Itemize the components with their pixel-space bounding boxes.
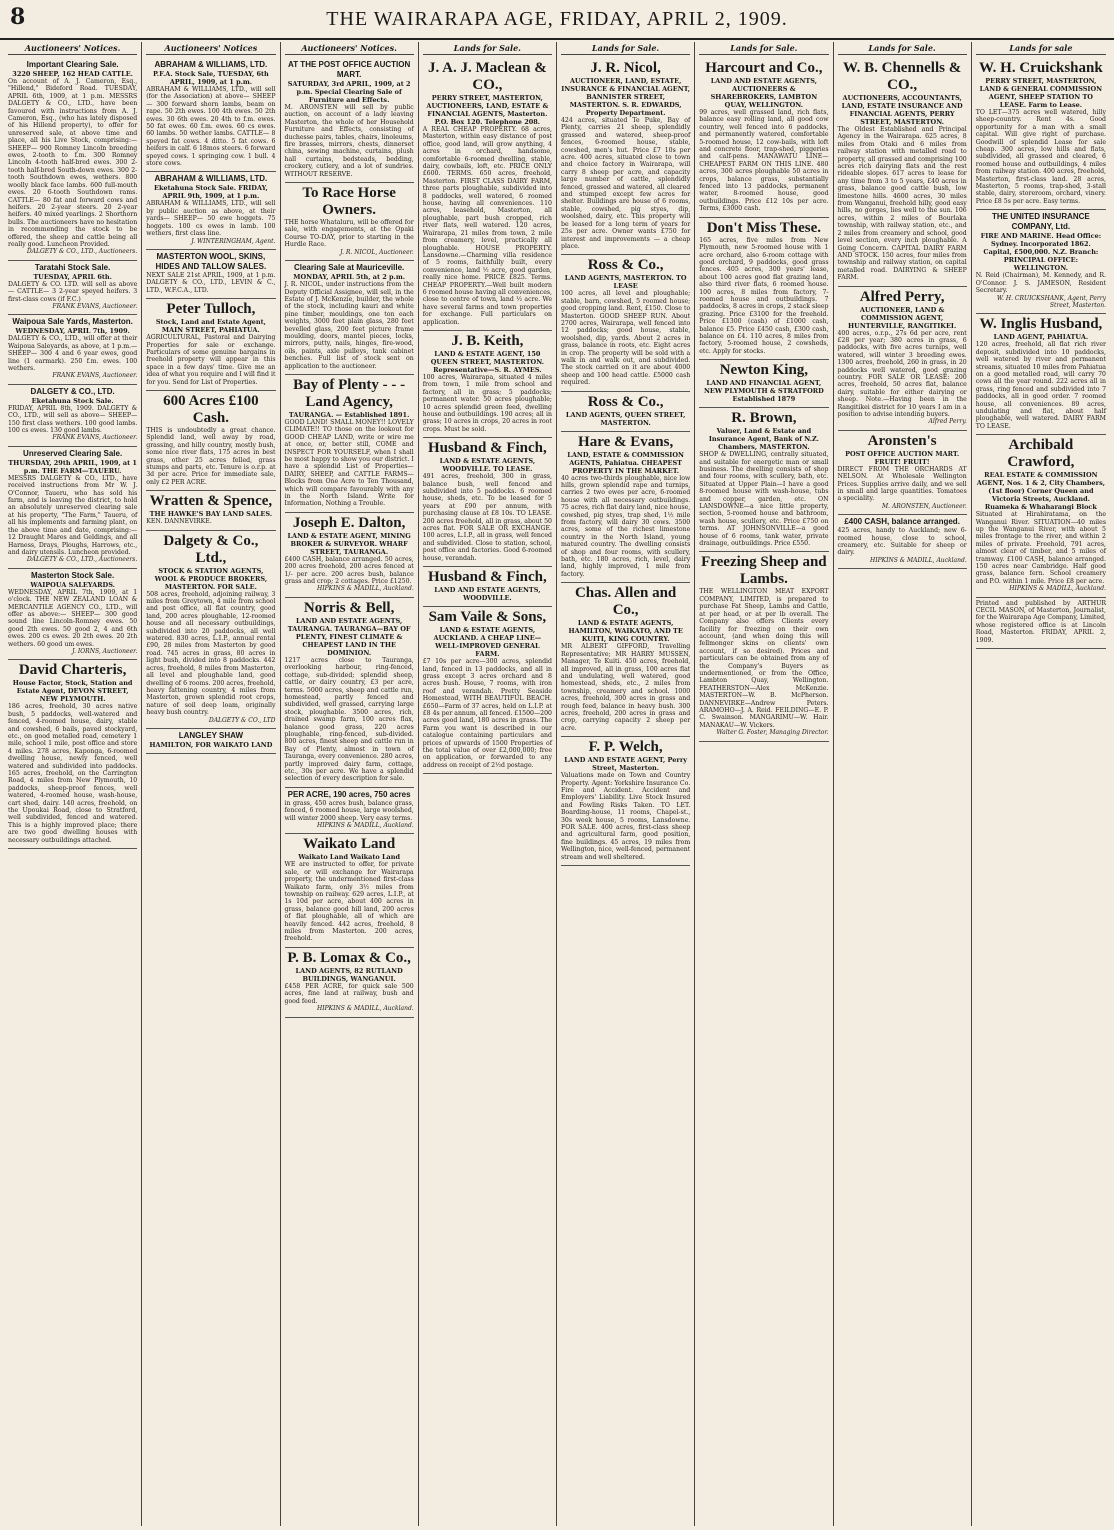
ad-title: Masterton Stock Sale. <box>31 570 115 580</box>
advertisement <box>285 834 414 947</box>
ad-body: FRIDAY, APRIL 8th, 1909. DALGETY & CO., LTD., will sell as above— SHEEP— 150 first class wethers. 100 good lambs. 100 cs ewes. 130 good lambs. <box>8 404 138 435</box>
ad-body: 400 acres, o.r.p., 27s 6d per acre, rent £28 per year; 380 acres in grass, 6 paddocks, with five acres turnips, well watered, will winter 3 breeding ewes. 1300 acres, freehold, 260 in grass, in 20 paddocks well watered, good grazing country. FOR SALE OR LEASE: 200 acres, freehold, 50 acres flat, balance dairy, suitable for either dairying or sheep. Note.—Having been in the Rangitikei district for 10 years I am in a position to advise intending buyers. <box>837 329 967 418</box>
advertisement <box>699 552 828 741</box>
ad-body: 165 acres, five miles from New Plymouth, new 5-roomed house with 1 acre orchard, also 6-room cottage with good orchard, 9 paddocks, good grass fences. 405 acres, 300 years' lease, about 100 acres good flat grazing land, also third river flats, 6 roomed house. 100 acres, 8 miles from factory, 7-roomed house and outbuildings. 7 paddocks, 8 acres in crops, 2 stack sleep grazing. Price £3100 for the freehold. Price £1300 (cash) of £1000 cash, balance £5. Price £450 cash, £300 cash, balance on £4. 110 acres, 8 miles from factory, 5-roomed house, 2 cowsheds, etc. Apply for stocks. <box>699 236 829 355</box>
ad-title: Archibald Crawford, <box>1007 437 1075 471</box>
ad-subtitle: AUCTIONEER, LAND & COMMISSION AGENT, HUNTERVILLE, RANGITIKEI. <box>848 305 957 330</box>
ad-subtitle: House Factor, Stock, Station and Estate Agent, DEVON STREET, NEW PLYMOUTH. <box>12 679 133 704</box>
advertisement <box>285 58 414 183</box>
advertisement <box>423 331 552 438</box>
ad-signature: HIPKINS & MADILL, Auckland. <box>317 585 414 593</box>
ad-body: NEXT SALE 21st APRIL, 1909, at 1 p.m. DALGETY & CO., LTD., LEVIN & C., LTD., W.F.C.A., LTD. <box>146 271 276 294</box>
ad-signature: J. IORNS, Auctioneer. <box>72 647 138 655</box>
ad-title: Newton King, <box>719 362 809 379</box>
advertisement <box>976 598 1106 649</box>
advertisement <box>976 314 1106 435</box>
column-1 <box>4 42 142 1526</box>
ad-title: J. R. Nicol, <box>590 60 661 76</box>
advertisement <box>8 315 137 384</box>
ad-body: 508 acres, freehold, adjoining railway, 3 miles from Greytown, 4 mile from school and post office, all flat country, good land, 200 acres ploughable, 12-roomed house and all necessary outbuildings, subdivided into 20 paddocks, all well watered. 830 acres, L.I.P., annual rental £90, 28 miles from Masterton by good road. 745 acres in grass, 80 acres in light bush, divided into 8 paddocks. 442 acres, freehold, 8 miles from Masterton, all level and ploughable land, good dwelling of 6 rooms. 200 acres, freehold, heavy fattening country, 4 miles from Masterton, grown splendid root crops, nature of soil deep loam, originally heavy bush country. <box>146 590 276 717</box>
ad-body: WEDNESDAY, APRIL 7th, 1909, at 1 o'clock. THE NEW ZEALAND LOAN & MERCANTILE AGENCY CO., LTD., will offer as above:— SHEEP— 300 good sound line Lincoln-Romney ewes. 50 good 2th ewes. 50 good 2, 4 and 6th ewes. 200 cs ewes. 20 2th ewes. 20 2th wethers. 60 good um ewes. <box>8 588 138 648</box>
ad-subtitle: LAND & ESTATE AGENT, 150 QUEEN STREET, MASTERTON. Representative—S. R. AYMES. <box>430 349 544 374</box>
ad-body: £400 CASH, balance arranged. 50 acres, 200 acres freehold, 200 acres fenced at 1/- per acre. 200 acres bush, balance grass and crop; 2 cottages. Price £1250. <box>284 555 414 586</box>
ad-title: LANGLEY SHAW <box>178 730 244 740</box>
ad-body: Valuations made on Town and Country Property. Agent: Yorkshire Insurance Co. Fire and Accident. Accident and Employers' Liability. Live Stock Insured and Fowling Risks Taken. TO LET. Boarding-house, 11 rooms, Chapel-st., 30s week house, 5 rooms, Lansdowne. FOR SALE. 400 acres, first-class sheep and agricultural farm, good position, fine buildings. 45 acres, 19 miles from Wellington, nice, well-fenced, permanent stream and well sheltered. <box>561 772 691 861</box>
ad-signature: Walter G. Foster, Managing Director. <box>716 729 829 737</box>
column-7 <box>834 42 972 1526</box>
ad-body: SHOP & DWELLING, centrally situated, and suitable for energetic man or small business. The dwelling consists of shop and four rooms, with scullery, bath, etc. Situated at Upper Plain—I have a good 8-roomed house with wash-house, tubs and copper, garden, etc. ON LANSDOWNE—a nice little property, section, 5-roomed house and bathroom, wash house, scullery, etc. Price £750 on terms. AT JOHNSONVILLE—a good house of 6 rooms, tank water, private drainage, outbuildings. Price £550. <box>699 451 829 548</box>
ad-title: Waikato Land <box>303 836 396 853</box>
ad-title: 600 Acres £100 Cash. <box>163 392 259 426</box>
ad-title: Unreserved Clearing Sale. <box>23 448 123 458</box>
advertisement <box>285 375 414 513</box>
advertisement <box>699 218 828 361</box>
column-6 <box>695 42 833 1526</box>
ad-title: THE UNITED INSURANCE COMPANY, Ltd. <box>991 212 1090 232</box>
ad-body: ABRAHAM & WILLIAMS, LTD., will sell by public auction as above, at their yards— SHEEP— 50 ewe hoggets. 75 hoggets. 100 cs ewes in lamb. 100 wethers, first class line. <box>146 200 276 238</box>
ad-body: MESSRS DALGETY & CO., LTD., have received instructions from Mr W. J. O'Connor, Taueru, who has sold his farm, and is leaving the district, to hold an absolutely unreserved clearing sale at his property, "The Farm," Taueru, of all his implements and farming plant, on the above time and date, comprising:— 12 Draught Mares and Geldings, and all Harness, Drays, Ploughs, Harrows, etc., and dairy utensils. Luncheon provided. <box>8 474 138 556</box>
ad-signature: HIPKINS & MADILL, Auckland. <box>870 556 967 564</box>
ad-title: W. H. Cruickshank <box>979 60 1103 76</box>
ad-title: AT THE POST OFFICE AUCTION MART. <box>288 60 411 79</box>
ad-signature: DALGETY & CO., LTD., Auctioneers. <box>26 248 138 256</box>
ad-subtitle: SATURDAY, 3rd APRIL, 1909, at 2 p.m. Special Clearing Sale of Furniture and Effects. <box>287 80 411 104</box>
advertisement <box>285 183 414 261</box>
newspaper-title: THE WAIRARAPA AGE, FRIDAY, APRIL 2, 1909. <box>326 8 788 30</box>
ad-subtitle: LAND & ESTATE AGENTS, HAMILTON, WAIKATO, AND TE KUITI, KING COUNTRY. <box>568 619 683 644</box>
ad-title: Norris & Bell, <box>303 599 395 616</box>
advertisement <box>561 255 690 391</box>
ad-body: Printed and published by ARTHUR CECIL MASON, of Masterton, Journalist, for the Wairarapa Age Company, Limited, whose registered office is at Lincoln Road, Masterton. FRIDAY, APRIL 2, 1909. <box>975 599 1106 644</box>
ad-body: N. Reid (Chairman), M. Kennedy, and R. O'Connor. J. S. JAMESON, Resident Secretary. <box>975 272 1106 295</box>
advertisement <box>8 58 137 261</box>
advertisement <box>838 431 967 515</box>
ad-subtitle: Stock, Land and Estate Agent, MAIN STREET, PAHIATUA. <box>155 318 266 335</box>
ad-title: Aronsten's <box>867 432 937 449</box>
ad-title: W. B. Chennells & CO., <box>843 60 962 93</box>
columns-container <box>4 42 1110 1526</box>
ad-title: Harcourt and Co., <box>705 60 823 76</box>
advertisement <box>8 569 137 661</box>
ad-subtitle: 3220 SHEEP, 162 HEAD CATTLE. <box>12 70 133 78</box>
ad-signature: J. R. NICOL, Auctioneer. <box>340 248 414 256</box>
advertisement <box>146 58 275 172</box>
column-heading: Lands for sale <box>976 42 1106 55</box>
advertisement <box>146 391 275 491</box>
column-heading: Auctioneers' Notices. <box>285 42 414 55</box>
ad-body: 40 acres two-thirds ploughable, nice low hills, grown splendid rape and turnips, carries 2 two ewes per acre, 6-roomed house with all necessary outbuildings. 75 acres, rich flat dairy land, nice house, cowshed, pig styes, trap shed, 1½ mile from factory, will dairy 30 cows. 3500 acres, some of the richest limestone country in the North Island, young matured country. The dwelling consists of shop and four rooms, with scullery, bath, etc. 180 acres, rich, level, dairy land, highly improved, 1 mile from factory. <box>561 474 691 578</box>
ad-title: To Race Horse Owners. <box>302 185 396 219</box>
column-heading: Lands for Sale. <box>699 42 828 55</box>
ad-body: Situated at Hirahiratama, on the Wanganui River. SITUATION—40 miles up the Wanganui River, with about 5 miles frontage to the river, and within 2 miles of private. Freehold, 791 acres, almost clear of timber, and 5 miles of tramway. £100 CASH, balance arranged. 150 acres near Cambridge. Half good grass, balance fern. School creamery and P.O. within 1 mile. Price £8 per acre. <box>975 511 1106 585</box>
ad-subtitle: Eketahuna Stock Sale. FRIDAY, APRIL 9th, 1909, at 1 p.m. <box>154 184 268 201</box>
ad-body: WE are instructed to offer, for private sale, or will exchange for Wairarapa property, the undermentioned first-class Waikato farm, only 3½ miles from township on railway. 629 acres, L.I.P., at 1s 10d per acre, about 400 acres in grass, balance good hill land, 200 acres of flat ploughable, all of which are heavily fenced. 442 acres, freehold, 8 miles from Masterton. 200 acres, freehold. <box>284 861 414 943</box>
ad-signature: M. ARONSTEN, Auctioneer. <box>882 502 967 510</box>
ad-title: ABRAHAM & WILLIAMS, LTD. <box>154 60 268 69</box>
ad-body: in grass, 450 acres bush, balance grass, fenced, 6 roomed house, large woolshed, will winter 2000 sheep. Very easy terms. <box>284 799 414 822</box>
ad-signature: DALGETY & CO., LTD., Auctioneers. <box>26 556 138 564</box>
ad-subtitle: LAND AGENT, PAHIATUA. <box>993 333 1089 342</box>
advertisement <box>146 250 275 299</box>
ad-title: MASTERTON WOOL, SKINS, HIDES AND TALLOW SALES. <box>155 251 267 271</box>
ad-signature: HIPKINS & MADILL, Auckland. <box>317 1005 414 1013</box>
ad-subtitle: LAND, ESTATE & COMMISSION AGENTS, Pahiatua. CHEAPEST PROPERTY IN THE MARKET. <box>567 450 684 475</box>
advertisement <box>838 515 967 569</box>
ad-title: J. B. Keith, <box>451 332 524 349</box>
ad-body: DALGETY & CO., LTD., will offer at their Waipoua Saleyards, as above, at 1 p.m.— SHEEP— 300 4 and 6 year ewes, good line (1 earmark). 250 f.m. ewes. 100 wethers. <box>8 335 138 372</box>
ad-body: DIRECT FROM THE ORCHARDS AT NELSON. At Wholesale Wellington Prices. Supplies arrive daily, and we sell in small and large quantities. Tomatoes a speciality. <box>837 465 967 503</box>
ad-subtitle: AUCTIONEER, LAND, ESTATE, INSURANCE & FINANCIAL AGENT, BANNISTER STREET, MASTERTON. S. R. EDWARDS, Property Department. <box>561 77 691 117</box>
advertisement <box>146 172 275 249</box>
ad-title: ABRAHAM & WILLIAMS, LTD. <box>154 174 268 184</box>
advertisement <box>561 58 690 255</box>
ad-subtitle: LAND & ESTATE AGENTS, AUCKLAND. A CHEAP LINE—WELL-IMPROVED GENERAL FARM. <box>433 626 542 659</box>
ad-subtitle: TUESDAY, APRIL 6th. <box>33 272 112 281</box>
ad-body: ABRAHAM & WILLIAMS, LTD., will sell (for the Association) at above— SHEEP— 300 forward shorn lambs, beam on rape. 50 2th ewes. 100 4th ewes. 50 2th ewes. 30 6th ewes. 20 4th to f.m. ewes. 50 fat ewes. 60 f.m. ewes. 60 cs ewes. 60 lambs. 50 wether lambs. CATTLE— 8 speyed fat cows. 4 ditto. 5 fat cows. 6 heifers in calf. 6 18mos steers. 6 forward speyed cows. 1 springing cow. 1 bull. 4 store cows. <box>146 86 276 168</box>
ad-subtitle: LAND AND FINANCIAL AGENT, NEW PLYMOUTH & STRATFORD Established 1879 <box>703 379 824 404</box>
advertisement <box>561 432 690 584</box>
ad-subtitle: LAND AND ESTATE AGENTS, AUCTIONEERS & SHAREBROKERS, LAMBTON QUAY, WELLINGTON. <box>710 77 818 109</box>
advertisement <box>285 598 414 788</box>
column-8 <box>972 42 1110 1526</box>
ad-signature: FRANK EVANS, Auctioneer. <box>52 434 138 442</box>
ad-subtitle: LAND AND ESTATE AGENT, Perry Street, Masterton. <box>564 756 688 773</box>
ad-body: A REAL CHEAP PROPERTY. 68 acres, Masterton, within easy distance of post office, good land, will grow anything, 4 acres in orchard, handsome, comfortable 6-roomed dwelling, stable, dairy, cowbails, loft, etc. PRICE ONLY £600. TERMS. 650 acres, freehold, Masterton. FIRST CLASS DAIRY FARM, three parts ploughable, subdivided into 8 paddocks, well watered, 6 roomed house, having all conveniences. 110 acres, leasehold, Masterton, all ploughable, part bush cropped, rich river flats, well watered. 120 acres, Wairarapa, 21 miles from town, 2 mile from creamery, level, practically all ploughable. HOUSE PROPERTY. Lansdowne.—Charming villa residence of 5 rooms, faithfully built, every convenience, land ½ acre, good garden, really nice home. PRICE £825. Terms. CHEAP PROPERTY.—Well built modern 6 roomed house having all conveniences, close to centre of town, land ½ acre. We have several farms and town properties for exchange. Full particulars on application. <box>422 126 552 326</box>
advertisement <box>285 513 414 598</box>
ad-body: AGRICULTURAL, Pastoral and Dairying Properties for sale or exchange. Particulars of some genuine bargains in freehold property will appear in this space in a few days' time. Give me an idea of what you require and I will find it for you. Send for List of Properties. <box>146 334 276 386</box>
ad-signature: FRANK EVANS, Auctioneer. <box>52 372 138 380</box>
ad-signature: DALGETY & CO., LTD <box>208 716 276 724</box>
ad-subtitle: REAL ESTATE & COMMISSION AGENT, Nos. 1 & 2, City Chambers, (1st floor) Corner Queen and Victoria Streets, Auckland. Ruameka & Whaharangi Block <box>976 471 1106 512</box>
advertisement <box>8 660 137 849</box>
advertisement <box>976 58 1106 210</box>
ad-body: 100 acres, Wairarapa, situated 4 miles from town, 1 mile from school and factory, all in grass; 5 paddocks; permanent water. 50 acres ploughable; 10 acres splendid green feed, dwelling house and outbuildings. 190 acres; all in grass; 10 acres in crops, 20 acres in root crops. Must be sold. <box>422 373 552 433</box>
advertisement <box>699 408 828 552</box>
advertisement <box>146 729 275 754</box>
ad-title: Joseph E. Dalton, <box>292 514 406 531</box>
ad-signature: Alfred Perry. <box>928 418 967 426</box>
ad-subtitle: LAND AND ESTATE AGENTS, TAURANGA. TAURANGA—BAY OF PLENTY, FINEST CLIMATE & CHEAPEST LAND IN THE DOMINION. <box>287 616 411 657</box>
advertisement <box>838 58 967 287</box>
ad-body: THE WELLINGTON MEAT EXPORT COMPANY, LIMITED, is prepared to purchase Fat Sheep, Lambs and Cattle, at per head, or at per lb overall. The Company also offers Clients every facility for freezing on their own account, (and when doing this will fellmonger skins on clients' own account, if so desired). Prices and particulars can be obtained from any of the Company's Buyers as undermentioned, or from the Office, Lambton Quay, Wellington. FEATHERSTON—Alex McKenzie. MASTERTON—W. B. McPherson. DANNEVIRKE—Andrew Peters. ARAMOHO—J. A. Reid. FEILDING—E. P. C. Swainson. MANGARIMU—W. Hair. MANAKAU—W. Vickers. <box>699 588 829 729</box>
ad-title: £400 CASH, balance arranged. <box>844 517 960 527</box>
advertisement <box>8 447 137 569</box>
column-heading: Lands for Sale. <box>423 42 552 55</box>
ad-subtitle: MONDAY, APRIL 5th, at 2 p.m. <box>293 273 405 282</box>
ad-subtitle: Eketahuna Stock Sale. <box>31 396 114 405</box>
ad-title: Hare & Evans, <box>578 433 674 450</box>
ad-title: R. Brown, <box>731 410 797 427</box>
ad-signature: HIPKINS & MADILL, Auckland. <box>1009 585 1106 593</box>
column-heading: Auctioneers' Notices. <box>8 42 137 55</box>
ad-body: 99 acres, well grassed land, rich flats, balance easy rolling land, all good cow country, well fenced into 6 paddocks, and permanently watered, comfortable 5-roomed house, 12 cow-bails, with loft and concrete floor, trap-shed, piggeries and calf-pens. MANAWATU LINE—CHEAPEST FARM ON THIS LINE. 480 acres, 300 acres ploughable 50 acres in crops, balance grass, substantially fenced into 13 paddocks, permanent water, 8-roomed house, good outbuildings. Price £12 10s per acre. Terms, £3000 cash. <box>699 109 829 213</box>
ad-title: Clearing Sale at Mauriceville. <box>293 263 405 273</box>
ad-body: GOOD LAND! SMALL MONEY!! LOVELY CLIMATE!! TO those on the lookout for GOOD CHEAP LAND, write or wire me at once, or, better still, COME and INSPECT FOR YOURSELF, when I shall be most happy to show you our district. I have a splendid List of Properties—DAIRY, SHEEP, and CATTLE FARMS—Blocks from One Acre to Ten Thousand, which will compare favourably with any in the North Island. Write for Information, Nothing a Trouble. <box>284 418 414 508</box>
ad-body: On account of A. J. Cameron, Esq., "Hillend," Bideford Road. TUESDAY, APRIL 6th, 1909, at 1 p.m. MESSRS DALGETY & CO., LTD., have been favoured with instructions from A. J. Cameron, Esq., (who has lately disposed of his Hillend property), to offer for unreserved sale, at above time and place, all his Live Stock, comprising:— SHEEP— 900 Romney Lincoln breeding ewes, 2-tooth to f.m. 300 Romney Lincoln 4-tooth half-bred ewes. 300 2-tooth half-bred South-down ewes. 300 2-tooth Southdown ewes, wethers. 800 woolly black face lambs. 600 full-mouth ewes. 20 6-tooth Southdown rams. CATTLE— 80 fat and forward cows and heifers. 20 2-year steers. 20 2-year heifers. 40 mixed yearlings. 2 Shorthorn bulls. The auctioneers have no hesitation in recommending the stock to be offered, the sheep and cattle being all really good. Luncheon Provided. <box>8 78 138 248</box>
advertisement <box>285 788 414 835</box>
ad-subtitle: STOCK & STATION AGENTS, WOOL & PRODUCE BROKERS, MASTERTON. FOR SALE. <box>154 566 268 591</box>
column-4 <box>419 42 557 1526</box>
ad-title: Freezing Sheep and Lambs. <box>701 554 827 588</box>
ad-subtitle: Waikato Land Waikato Land <box>298 853 401 862</box>
ad-subtitle: THURSDAY, 29th APRIL, 1909, at 1 p.m. THE FARM—TAUERU. <box>8 458 137 475</box>
advertisement <box>976 435 1106 597</box>
advertisement <box>8 261 137 316</box>
ad-subtitle: TAURANGA. — Established 1891. <box>288 410 410 419</box>
ad-title: W. Inglis Husband, <box>979 316 1103 333</box>
advertisement <box>838 287 967 431</box>
ad-signature: J. WINTERINGHAM, Agent. <box>191 237 276 245</box>
ad-body: 491 acres, freehold, 300 in grass, balance bush, well fenced and subdivided into 5 paddocks. 6 roomed house, sheds, etc. To be leased for 5 years at £90 per annum, with purchasing clause at £8 10s. TO LEASE. 200 acres freehold, all in grass, about 50 acres flat. FOR SALE OR EXCHANGE. 100 acres, L.I.P., all in grass, well fenced and subdivided. Close to station, school, post office and factories. Good 6-roomed house, verandah. <box>422 473 552 562</box>
advertisement <box>423 58 552 331</box>
advertisement <box>561 583 690 737</box>
ad-subtitle: LAND AGENTS, QUEEN STREET, MASTERTON. <box>565 410 686 427</box>
ad-title: Ross & Co., <box>587 257 664 274</box>
column-heading: Auctioneers' Notices <box>146 42 275 55</box>
ad-body: THE horse Whataluru, will be offered for sale, with engagements, at the Opaki Course TO-DAY, prior to starting in the Hurdle Race. <box>284 219 414 249</box>
ad-subtitle: P.F.A. Stock Sale, TUESDAY, 6th APRIL, 1909, at 1 p.m. <box>153 70 269 86</box>
ad-title: Waipoua Sale Yards, Masterton. <box>12 317 133 327</box>
column-heading: Lands for Sale. <box>561 42 690 55</box>
ad-title: Peter Tulloch, <box>166 301 256 318</box>
page-number: 8 <box>10 4 26 30</box>
ad-title: Important Clearing Sale. <box>26 60 119 69</box>
ad-subtitle: HAMILTON, FOR WAIKATO LAND <box>149 740 273 749</box>
ad-subtitle: PERRY STREET, MASTERTON, LAND & GENERAL COMMISSION AGENT, SHEEP STATION TO LEASE. Farm to Lease. <box>979 77 1103 109</box>
ad-subtitle: LAND AGENTS, 82 RUTLAND BUILDINGS, WANGANUI. <box>295 966 403 983</box>
ad-subtitle: THE HAWKE'S BAY LAND SALES. <box>149 510 273 519</box>
ad-subtitle: WEDNESDAY, APRIL 7th, 1909. <box>15 327 130 336</box>
ad-title: Taratahi Stock Sale. <box>34 262 111 272</box>
column-3 <box>281 42 419 1526</box>
ad-body: 425 acres, handy to Auckland; new 6-roomed house, close to school, creamery, etc. Suitable for sheep or dairy. <box>837 527 967 557</box>
ad-title: J. A. J. Maclean & CO., <box>428 60 547 93</box>
ad-body: The Oldest Established and Principal Agency in the Wairarapa. 625 acres, 8 miles from Otaki and 6 miles from railway station with metalled road to property, all grassed and comprising 100 acres rich dairying flats and the rest rideable slopes. 617 acres to lease for any time from 3 to 5 years, £40 acres in grass, balance good cattle bush, low limestone hills. 4600 acres, 30 miles from Wanganui, freehold hilly, good easy hills, no gorges, lies well to the sun. 106 acres, within 2 miles of Bourlaka township, with railway station, etc., and 2 miles from creamery and school, good level section, every inch ploughable. A Going Concern. CAPITAL DAIRY FARM AND STOCK. 150 acres, four miles from township and railway station, on capital metalled road. DAIRYING & SHEEP FARM. <box>837 126 967 282</box>
ad-subtitle: FIRE AND MARINE. Head Office: Sydney. Incorporated 1862. Capital, £500,000. N.Z. Branch: PRINCIPAL OFFICE: WELLINGTON. <box>980 232 1102 273</box>
ad-body: 100 acres, all level and ploughable; stable, barn, cowshed, 5 roomed house; good cropping land. Rent, £150. Close to Masterton. GOOD SHEEP RUN. About 2700 acres, Wairarapa, well fenced into 12 paddocks; good house, stable, woolshed, dip, yards. About 2 acres in grass, balance in roots, etc. Eight acres in crop. The property will be sold with a walk in and walk out, and subdivided. The stock carried on it are about 4000 sheep and 100 head cattle. £5000 cash required. <box>561 290 691 387</box>
column-5 <box>557 42 695 1526</box>
ad-subtitle: LAND & ESTATE AGENT, MINING BROKER & SURVEYOR. WHARF STREET, TAURANGA. <box>287 531 411 556</box>
ad-title: Sam Vaile & Sons, <box>428 609 547 626</box>
ad-title: Alfred Perry, <box>859 288 945 305</box>
ad-title: David Charteris, <box>18 662 127 679</box>
ad-body: £7 10s per acre—300 acres, splendid land, fenced in 13 paddocks, and all in grass except 3 acres orchard and 8 acres bush. House, 7 rooms, with iron roof and verandah. Pretty Seaside Homestead, WITH BEAUTIFUL BEACH. £650—Farm of 37 acres, held on L.I.P. at £8 4s per annum, all fenced. £1500—200 acres good land, 180 acres in grass. The Farm you want is described in our catalogue containing particulars and prices of upwards of 1500 Properties of the total value of over £2,000,000; free on application, or forwarded to any address on receipt of 2½d postage. <box>422 658 552 769</box>
column-2 <box>142 42 280 1526</box>
advertisement <box>561 737 690 866</box>
ad-title: Husband & Finch, <box>427 569 547 586</box>
advertisement <box>146 491 275 530</box>
ad-signature: W. H. CRUICKSHANK, Agent, Perry Street, Masterton. <box>996 294 1106 309</box>
ad-title: DALGETY & CO., LTD. <box>30 386 115 396</box>
ad-subtitle: PERRY STREET, MASTERTON, AUCTIONEERS, LAND, ESTATE & FINANCIAL AGENTS, Masterton. P.O. Box 120. Telephone 208. <box>426 94 549 126</box>
ad-title: Bay of Plenty - - - Land Agency, <box>293 376 406 410</box>
ad-subtitle: AUCTIONEERS, ACCOUNTANTS, LAND, ESTATE INSURANCE AND FINANCIAL AGENTS, PERRY STREET, MASTERTON. <box>841 94 963 126</box>
ad-title: Don't Miss These. <box>706 219 822 236</box>
ad-body: KEN. DANNEVIRKE. <box>146 518 212 526</box>
advertisement <box>561 392 690 432</box>
ad-signature: HIPKINS & MADILL, Auckland. <box>317 822 414 829</box>
advertisement <box>146 299 275 391</box>
ad-title: Dalgety & Co., Ltd., <box>163 532 259 566</box>
advertisement <box>285 261 414 375</box>
ad-body: £458 PER ACRE, for quick sale 500 acres, fine land at railway, bush and good feed. <box>284 982 414 1005</box>
advertisement <box>976 210 1106 314</box>
ad-subtitle: WAIPOUA SALEYARDS. <box>30 580 115 589</box>
advertisement <box>146 531 275 729</box>
advertisement <box>699 58 828 218</box>
ad-title: Husband & Finch, <box>427 440 547 457</box>
ad-subtitle: Valuer, Land & Estate and Insurance Agent, Bank of N.Z. Chambers, MASTERTON. <box>708 427 819 452</box>
advertisement <box>699 360 828 408</box>
ad-subtitle: LAND AND ESTATE AGENTS, WOODVILLE. <box>434 586 541 603</box>
ad-subtitle: LAND & ESTATE AGENTS, WOODVILLE. TO LEASE. <box>439 457 536 474</box>
ad-title: F. P. Welch, <box>588 739 663 756</box>
ad-body: MR ALBERT GIFFORD, Travelling Representative; MR HARRY MUSSEN, Manager, Te Kuiti. 450 acres, freehold, all improved, all in grass, 100 acres flat and undulating, well watered, good homestead, sheds, etc., 2 miles from township, creamery and school. 1000 acres, freehold, 300 acres in grass and rough feed, balance in heavy bush. 300 acres, freehold, 200 acres in grass and crop, carrying capacity 2 sheep per acre. <box>561 643 691 732</box>
ad-title: P. B. Lomax & Co., <box>287 949 411 966</box>
ad-body: 120 acres, freehold, all flat rich river deposit, subdivided into 10 paddocks, well watered by river and permanent streams, situated 10 miles from Pahiatua on a good metalled road, will carry 70 cows all the year round. 222 acres all in grass, ring fenced and subdivided into 7 paddocks, all in good order. 7 roomed house, all conveniences. 89 acres, undulating and flat, about half ploughable, well watered. DAIRY FARM TO LEASE. <box>975 341 1106 430</box>
ad-subtitle: LAND AGENTS, MASTERTON. TO LEASE <box>564 274 687 291</box>
ad-title: Chas. Allen and Co., <box>574 585 677 619</box>
ad-body: M. ARONSTEN will sell by public auction, on account of a lady leaving Masterton, the whole of her Household Furniture and Effects, consisting of duchesse pairs, tables, chairs, linoleums, fire brasses, mirrors, chests, dinnerset china, sewing machine, curtains, plush hall curtains, bedsteads, bedding, crockery, cutlery, and a lot of sundries. WITHOUT RESERVE. <box>284 104 414 178</box>
column-heading: Lands for Sale. <box>838 42 967 55</box>
ad-body: 424 acres, situated Te Puke, Bay of Plenty, carries 21 sheep, splendidly grassed and watered, sheep-proof fences, 6-roomed house, stable, cowshed, men's hut. Price £7 10s per acre. 400 acres, situated close to town and choice factory in Wairarapa, will carry 8 sheep per acre, and capacity large number of cattle, splendidly fenced, grassed and watered, all cleared and stumped except few acres for shelter. Buildings are house of 6 rooms, stable, cowshed, pig styes, dip, woolshed, dairy, etc. This property will be leased for a long term of years for 25s per acre. Owner wants £750 for interest and improvements — a cheap place. <box>561 117 691 250</box>
ad-title: Wratten & Spence, <box>149 493 273 510</box>
masthead <box>0 0 1114 40</box>
ad-signature: FRANK EVANS, Auctioneer. <box>52 302 138 310</box>
ad-body: THIS is undoubtedly a great chance. Splendid land, well away by road, grassing, and hilly country, mostly bush, some nice river flats, 175 acres in best grass, other 25 acres felled, grass stumps and parts, etc. Tenure is o.r.p. at 3d per acre. Price for immediate sale, only £2 PER ACRE. <box>146 426 276 486</box>
advertisement <box>8 385 137 447</box>
ad-title: PER ACRE, 190 acres, 750 acres <box>287 789 411 799</box>
advertisement <box>423 607 552 774</box>
ad-body: J. R. NICOL, under instructions from the Deputy Official Assignee, will sell, in the Estate of J. McKenzie, builder, the whole of the stock, including kauri and white pine timber, mouldings, one ton each weights, 3000 feet plain glass, 280 feet bevelled glass, 200 feet picture frame moulding, doors, mantel pieces, locks, mirrors, putty, nails, hinges, fire-wood, oils, paints, axle pulleys, tank cabinet benches. Full list of stock sent on application to the auctioneer. <box>284 281 414 370</box>
ad-subtitle: POST OFFICE AUCTION MART. FRUIT! FRUIT! <box>845 449 960 466</box>
advertisement <box>423 438 552 567</box>
advertisement <box>285 948 414 1018</box>
ad-body: 1217 acres close to Tauranga, overlooking harbour, ring-fenced, cottage, sub-divided; splendid sheep, cattle, or dairy country, £3 per acre, terms. 5000 acres, sheep and cattle run, homestead, partly fenced and subdivided, well grassed, carrying large stock, ploughable. 3500 acres, rich, drained swamp farm, 100 acres flax, balance good grass, 220 acres ploughable, ring-fenced, sub-divided. 800 acres, finest sheep and cattle run in Bay of Plenty, almost in town of Tauranga, every convenience. 280 acres, partly improved dairy farm, cottage, etc., 30s per acre. We have a splendid selection of every description for sale. <box>284 656 414 783</box>
advertisement <box>423 567 552 607</box>
ad-body: TO LET—375 acres well watered, hilly sheep-country. Rent 4s. Good opportunity for a man with a small capital. Will give right of purchase. Goodwill of splendid Lease for sale cheap. 300 acres, low hills and flats, subdivided, all grassed and cleared, 6 roomed house and outbuildings, 4 miles from railway station. 400 acres, freehold, Masterton, first-class land. 28 acres, Masterton, 5 rooms, trap-shed, 3-stall stable, dairy, storeroom, orchard, vinery. Price £8 5s per acre. Easy terms. <box>975 109 1106 205</box>
ad-title: Ross & Co., <box>587 393 664 410</box>
ad-body: DALGETY & CO. LTD. will sell as above— CATTLE— 3 2-year speyed heifers. 3 first-class cows (if F.C.) <box>8 280 138 303</box>
ad-body: 186 acres, freehold, 30 acres native bush, 5 paddocks, well-watered and fenced, 4-roomed house, dairy, stable and cowshed, 6 bails, paved stockyard, etc., on good metalled road, cemetery 1 mile, school 1 mile, post office and store 4 miles. 278 acres, Kaponga, 6-roomed dwelling house, newly fenced, well watered and subdivided into paddocks. 165 acres, freehold, on the Carrington Road, 4 miles from New Plymouth, 10 paddocks, sheep-proof fences, well watered, 4-roomed house, wash-house, cart shed, dairy. 140 acres, freehold, on the Upoukai Road, close to Stratford, well subdivided, fenced and watered. This is a highly improved place; there are two good dwelling houses with necessary outbuildings attached. <box>8 703 138 844</box>
